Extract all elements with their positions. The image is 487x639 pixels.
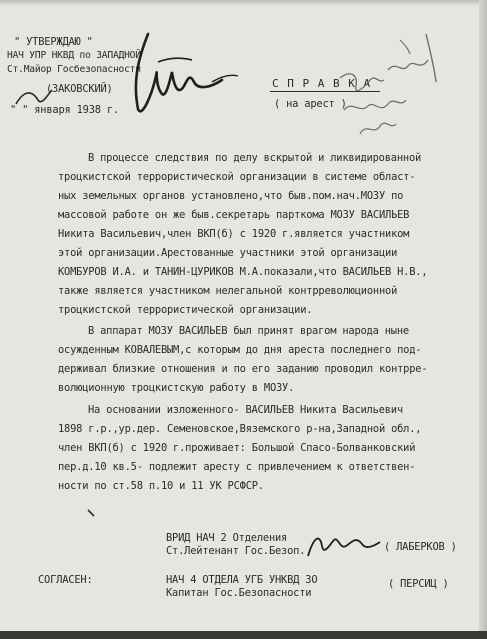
document-title: С П Р А В К А [272,77,372,90]
body-line: 1898 г.р.,ур.дер. Семеновское,Вяземского р-на,Западной обл., [58,423,422,435]
body-line: В аппарат МОЗУ ВАСИЛЬЕВ был принят врагом народа ныне [88,325,409,337]
approval-scribble [14,86,54,108]
body-line: держивал близкие отношения и по его заданию проводил контрре- [58,363,428,375]
signatory1-rank: Ст.Лейтенант Гос.Безоп. [166,545,306,557]
approval-heading: " УТВЕРЖДАЮ " [14,36,93,48]
body-line: ности по ст.58 п.10 и 11 УК РСФСР. [58,480,264,492]
body-line: пер.д.10 кв.5- подлежит аресту с привлечением к ответствен- [58,461,416,473]
document-subtitle: ( на арест ) [274,98,347,110]
approval-date: " " января 1938 г. [10,104,120,116]
signatory2-position: НАЧ 4 ОТДЕЛА УГБ УНКВД ЗО [166,574,318,586]
signatory2-rank: Капитан Гос.Безопасности [166,587,312,599]
approval-position: НАЧ УПР НКВД по ЗАПАДНОЙ [7,50,141,61]
agreed-label: СОГЛАСЕН: [38,574,93,586]
tick-mark [86,508,96,518]
body-line: троцкистской террористической организации в системе област- [58,171,416,183]
body-line: осужденным КОВАЛЕВЫМ,с которым до дня ареста последнего под- [58,344,422,356]
paper-edge-top [0,0,487,6]
body-line: волюционную троцкистскую работу в МОЗУ. [58,382,295,394]
approver-signature [110,24,240,124]
body-line: В процессе следствия по делу вскрытой и ликвидированной [88,152,422,164]
body-line: КОМБУРОВ И.А. и ТАНИН-ЦУРИКОВ М.А.показали,что ВАСИЛЬЕВ Н.В., [58,266,428,278]
handwritten-resolution [330,30,450,150]
body-line: ных земельных органов установлено,что быв.пом.нач.МОЗУ по [58,190,404,202]
body-line: также является участником нелегальной контрреволюционной [58,285,398,297]
body-line: На основании изложенного- ВАСИЛЬЕВ Никита Васильевич [88,404,403,416]
approval-rank: Ст.Майор Госбезопасности [7,64,141,75]
signatory1-name: ( ЛАБЕРКОВ ) [384,541,457,553]
body-line: массовой работе он же быв.секретарь парткома МОЗУ ВАСИЛЬЕВ [58,209,410,221]
paper-edge-bottom [0,631,487,639]
signatory1-signature [304,526,384,566]
approval-name: (ЗАКОВСКИЙ) [46,83,113,95]
signatory1-position: ВРИД НАЧ 2 Отделения [166,532,288,544]
body-line: член ВКП(б) с 1920 г.проживает: Большой Спасо-Болванковский [58,442,416,454]
signatory2-name: ( ПЕРСИЦ ) [388,578,449,590]
body-line: этой организации.Арестованные участники этой организации [58,247,398,259]
paper-edge-right [479,0,487,639]
body-line: троцкистской террористической организации. [58,304,313,316]
body-line: Никита Васильевич,член ВКП(б) с 1920 г.является участником [58,228,410,240]
